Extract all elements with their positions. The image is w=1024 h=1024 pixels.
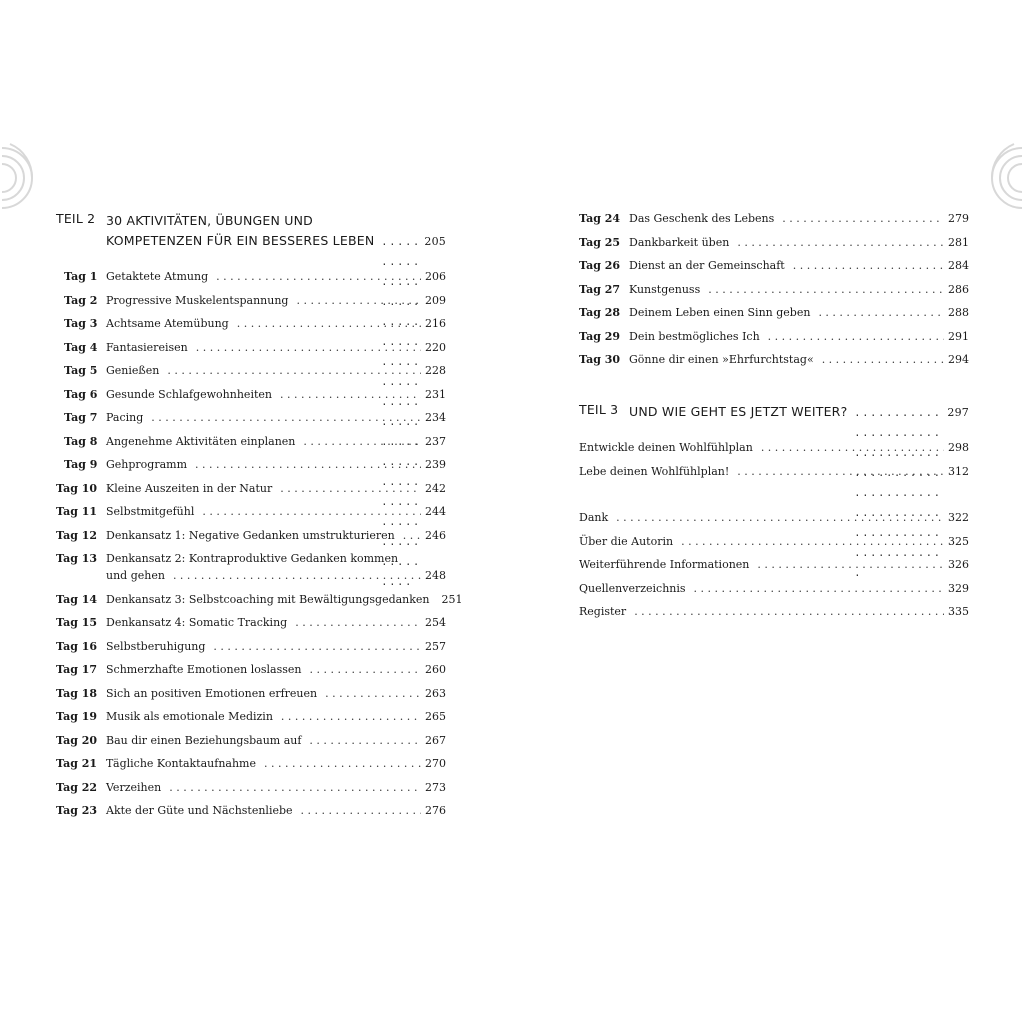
entry-title: Kunstgenuss [629,282,701,296]
toc-entry[interactable] [56,435,446,455]
entry-title: Deinem Leben einen Sinn geben [629,306,811,319]
part-title-line: 30 AKTIVITÄTEN, ÜBUNGEN UND [106,213,313,228]
part-label: TEIL 3 [579,402,619,417]
entry-title: Progressive Muskelentspannung [106,293,289,307]
toc-entry[interactable] [579,558,969,578]
page-number: 251 [441,592,463,606]
entry-tag: Tag 13 [56,552,98,565]
entry-title: Sich an positiven Emotionen erfreuen [106,686,318,700]
toc-entry[interactable] [56,458,446,478]
page-number: 257 [425,639,446,653]
entry-tag: Tag 12 [56,528,98,542]
toc-entry[interactable] [56,482,446,502]
toc-entry[interactable] [56,529,446,549]
entry-tag: Tag 7 [64,411,98,424]
circle-arcs-icon [972,138,1024,218]
entry-title: Selbstberuhigung [106,639,206,653]
toc-entry[interactable] [579,212,969,232]
page-number: 263 [425,686,446,700]
entry-title: Denkansatz 1: Negative Gedanken umstrukturieren [106,528,395,542]
entry-title: Dienst an der Gemeinschaft [629,259,785,272]
entry-tag: Tag 11 [56,505,98,518]
toc-entry[interactable] [579,465,969,485]
toc-entry[interactable] [579,259,969,279]
toc-entry[interactable] [56,294,446,314]
page-number: 267 [425,733,446,747]
entry-title: Selbstmitgefühl [106,505,195,518]
entry-title: Angenehme Aktivitäten einplanen [106,434,296,448]
circle-arcs-icon [0,138,52,218]
entry-title: Fantasiereisen [106,340,188,354]
entry-tag: Tag 23 [56,804,98,817]
entry-title: Schmerzhafte Emotionen loslassen [106,663,302,676]
page-number: 273 [425,780,446,794]
entry-title: Bau dir einen Beziehungsbaum auf [106,733,302,747]
entry-title: Denkansatz 3: Selbstcoaching mit Bewältigungsgedanken [106,592,430,606]
entry-tag: Tag 22 [56,780,98,794]
page-number: 244 [425,505,446,518]
toc-entry[interactable] [56,411,446,431]
page-number: 270 [425,757,446,770]
entry-tag: Tag 16 [56,639,98,653]
toc-entry[interactable] [56,270,446,290]
entry-title: Dankbarkeit üben [629,235,730,249]
page-number: 298 [948,441,969,454]
page-number: 234 [425,411,446,424]
toc-entry[interactable] [579,236,969,256]
page-number: 242 [425,481,446,495]
toc-entry[interactable] [56,687,446,707]
page-number: 206 [425,270,446,283]
toc-entry[interactable] [56,804,446,824]
page-number: 254 [425,616,446,629]
entry-title: Das Geschenk des Lebens [629,212,775,225]
page-number: 205 [424,235,446,248]
entry-tag: Tag 29 [579,329,621,343]
page-number: 228 [425,364,446,377]
entry-tag: Tag 9 [64,458,98,471]
entry-title: Über die Autorin [579,534,674,548]
toc-entry[interactable] [56,663,446,683]
toc-entry[interactable] [579,605,969,625]
toc-part-heading[interactable] [579,402,969,422]
page-number: 281 [948,235,969,249]
page-number: 329 [948,581,969,595]
toc-entry[interactable] [56,317,446,337]
page-number: 291 [948,329,969,343]
page-number: 216 [425,317,446,330]
entry-title: Dein bestmögliches Ich [629,329,760,343]
toc-entry[interactable] [579,441,969,461]
toc-entry[interactable] [579,511,969,531]
entry-title: Tägliche Kontaktaufnahme [106,757,256,770]
toc-entry[interactable] [56,552,446,588]
page-number: 209 [425,293,446,307]
entry-title: Gehprogramm [106,458,188,471]
toc-entry[interactable] [56,640,446,660]
entry-tag: Tag 4 [64,340,98,354]
page-number: 286 [948,282,969,296]
toc-entry[interactable] [56,781,446,801]
entry-tag: Tag 24 [579,212,621,225]
page-number: 246 [425,528,446,542]
page-number: 265 [425,710,446,723]
entry-title: Gesunde Schlafgewohnheiten [106,387,272,401]
entry-tag: Tag 1 [64,270,98,283]
entry-title: Denkansatz 2: Kontraproduktive Gedanken kommen [106,552,399,565]
entry-title: Akte der Güte und Nächstenliebe [106,804,293,817]
entry-tag: Tag 8 [64,434,98,448]
toc-entry[interactable] [56,592,463,613]
entry-tag: Tag 30 [579,353,621,366]
entry-tag: Tag 2 [64,293,98,307]
toc-entry[interactable] [579,306,969,326]
page-number: 294 [948,353,969,366]
toc-part-heading[interactable] [56,211,446,251]
entry-title: Verzeihen [106,780,162,794]
entry-tag: Tag 5 [64,364,98,377]
entry-tag: Tag 18 [56,686,98,700]
entry-title-continued: und gehen [106,569,165,582]
entry-title: Dank [579,511,609,524]
page-number: 322 [948,511,969,524]
toc-entry[interactable] [56,616,446,636]
toc-entry[interactable] [56,505,446,525]
part-title-line: UND WIE GEHT ES JETZT WEITER? [629,404,848,419]
entry-title: Denkansatz 4: Somatic Tracking [106,616,288,629]
entry-tag: Tag 19 [56,710,98,723]
entry-tag: Tag 25 [579,235,621,249]
entry-tag: Tag 26 [579,259,621,272]
entry-tag: Tag 28 [579,306,621,319]
page-number: 279 [948,212,969,225]
toc-entry[interactable] [56,388,446,408]
toc-entry[interactable] [56,710,446,730]
page-number: 220 [425,340,446,354]
toc-entry[interactable] [579,582,969,602]
entry-tag: Tag 21 [56,757,98,770]
part-label: TEIL 2 [56,211,96,226]
page-number: 239 [425,458,446,471]
entry-tag: Tag 27 [579,282,621,296]
entry-title: Weiterführende Informationen [579,558,750,571]
entry-title: Musik als emotionale Medizin [106,710,273,723]
entry-tag: Tag 3 [64,317,98,330]
entry-title: Lebe deinen Wohlfühlplan! [579,464,730,478]
toc-entry[interactable] [579,283,969,303]
toc-entry[interactable] [579,330,969,350]
entry-title: Quellenverzeichnis [579,581,686,595]
page-number: 297 [947,406,969,419]
entry-tag: Tag 20 [56,733,98,747]
toc-entry[interactable] [579,353,969,373]
toc-entry[interactable] [56,364,446,384]
page-number: 284 [948,259,969,272]
entry-tag: Tag 14 [56,592,98,606]
entry-title: Register [579,605,627,618]
page-number: 335 [948,605,969,618]
entry-title: Kleine Auszeiten in der Natur [106,481,273,495]
toc-entry[interactable] [56,341,446,361]
page-number: 288 [948,306,969,319]
entry-title: Achtsame Atemübung [106,317,229,330]
page-number: 312 [948,464,969,478]
entry-title: Getaktete Atmung [106,270,209,283]
page-number: 276 [425,804,446,817]
page-number: 237 [425,434,446,448]
entry-tag: Tag 15 [56,616,98,629]
part-title-line: KOMPETENZEN FÜR EIN BESSERES LEBEN [106,233,375,248]
entry-tag: Tag 17 [56,663,98,676]
entry-tag: Tag 10 [56,481,98,495]
entry-title: Genießen [106,364,160,377]
entry-title: Pacing [106,411,144,424]
page-number: 248 [425,569,446,582]
page-number: 231 [425,387,446,401]
page-number: 260 [425,663,446,676]
toc-entry[interactable] [56,734,446,754]
toc-entry[interactable] [579,535,969,555]
page-number: 326 [948,558,969,571]
entry-title: Gönne dir einen »Ehrfurchtstag« [629,353,814,366]
toc-entry[interactable] [56,757,446,777]
entry-title: Entwickle deinen Wohlfühlplan [579,441,753,454]
entry-tag: Tag 6 [64,387,98,401]
page-number: 325 [948,534,969,548]
